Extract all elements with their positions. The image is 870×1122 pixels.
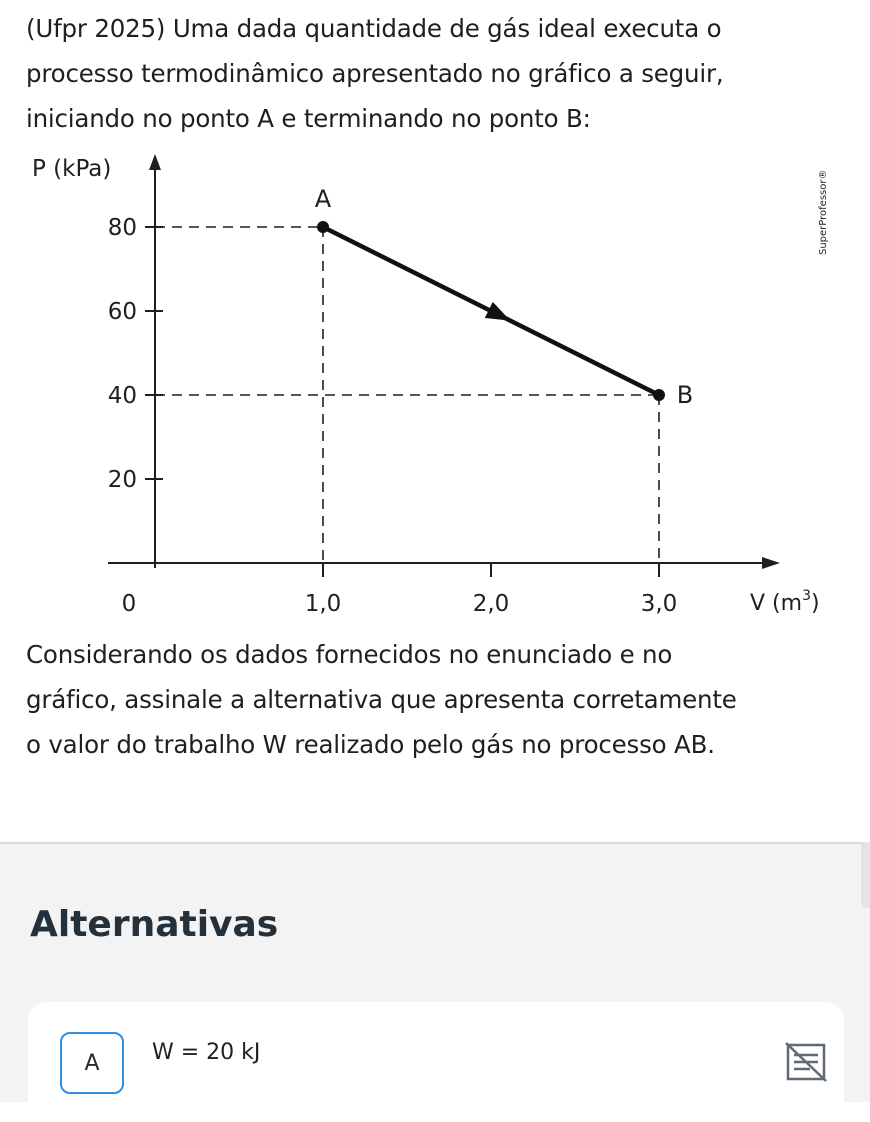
question-prompt-line-2: gráfico, assinale a alternativa que apresenta corretamente (26, 685, 737, 714)
pv-chart (0, 140, 870, 630)
x-axis-label-close: ) (810, 591, 820, 616)
watermark: SuperProfessor® (818, 169, 829, 255)
x-axis-label-main: V (m (750, 591, 803, 616)
option-card-a[interactable] (28, 1002, 844, 1122)
strike-option-icon[interactable] (784, 1042, 830, 1082)
direction-arrow-icon (485, 302, 515, 329)
x-axis-label-exp: 3 (802, 588, 811, 604)
x-ticks (122, 563, 678, 617)
x-tick-label: 1,0 (304, 591, 342, 617)
y-tick-label: 60 (107, 299, 137, 325)
y-tick-label: 20 (107, 467, 137, 493)
point-a (317, 221, 329, 233)
y-tick-label: 40 (107, 383, 137, 409)
option-text-a: W = 20 kJ (152, 1040, 261, 1065)
question-prompt (26, 632, 856, 767)
question-intro-line-2: processo termodinâmico apresentado no gráfico a seguir, (26, 59, 724, 88)
process-points (315, 185, 693, 409)
scrollbar[interactable] (861, 842, 870, 908)
point-label-b: B (676, 381, 694, 409)
question-intro-line-1: (Ufpr 2025) Uma dada quantidade de gás ideal executa o (26, 14, 722, 43)
y-axis-label: P (kPa) (32, 156, 112, 182)
question-prompt-line-3: o valor do trabalho W realizado pelo gás no processo AB. (26, 730, 715, 759)
question-intro-line-3: iniciando no ponto A e terminando no ponto B: (26, 104, 591, 133)
question-intro (26, 6, 856, 141)
x-axis-arrow-icon (762, 557, 780, 569)
alternatives-title: Alternativas (30, 904, 279, 945)
x-tick-label: 0 (121, 591, 137, 617)
x-axis-label (750, 588, 820, 616)
y-axis-arrow-icon (149, 154, 161, 170)
y-tick-label: 80 (107, 215, 137, 241)
question-prompt-line-1: Considerando os dados fornecidos no enunciado e no (26, 640, 673, 669)
guide-lines (155, 227, 659, 563)
x-tick-label: 3,0 (640, 591, 678, 617)
point-label-a: A (314, 185, 332, 213)
option-letter-a[interactable]: A (60, 1032, 124, 1094)
x-tick-label: 2,0 (472, 591, 510, 617)
process-line (323, 227, 659, 395)
point-b (653, 389, 665, 401)
